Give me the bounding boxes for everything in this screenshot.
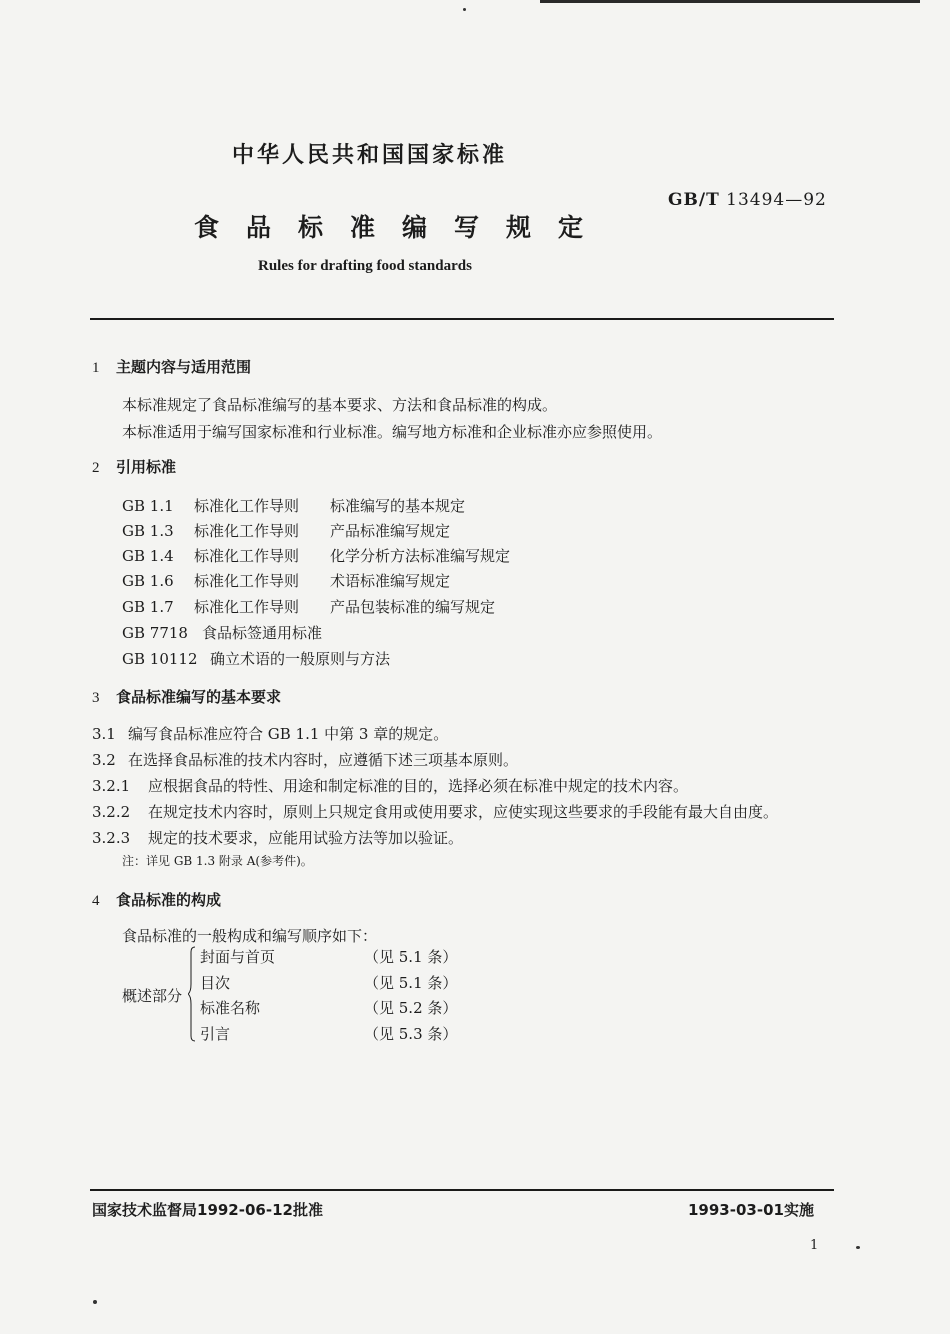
composition-group-label: 概述部分 [122,987,183,1005]
clause: 3.1 编写食品标准应符合 GB 1.1 中第 3 章的规定。 [92,725,449,743]
reference-item: GB 1.6 标准化工作导则 术语标准编写规定 [122,572,451,590]
standard-number [668,190,827,210]
composition-intro: 食品标准的一般构成和编写顺序如下： [122,927,378,945]
reference-item: GB 1.4 标准化工作导则 化学分析方法标准编写规定 [122,547,511,565]
clause-note: 注：详见 GB 1.3 附录 A(参考件)。 [122,854,313,868]
reference-item: GB 10112 确立术语的一般原则与方法 [122,650,391,668]
section-heading-1: 1 主题内容与适用范围 [92,358,252,376]
clause: 3.2.1 应根据食品的特性、用途和制定标准的目的，选择必须在标准中规定的技术内容。 [92,777,689,795]
section-heading-3: 3 食品标准编写的基本要求 [92,688,282,706]
clause: 3.2.2 在规定技术内容时，原则上只规定食用或使用要求，应使实现这些要求的手段能有最大自由度。 [92,803,779,821]
reference-item: GB 7718 食品标签通用标准 [122,624,323,642]
header-divider [90,318,834,320]
approval-info: 国家技术监督局1992-06-12批准 [92,1201,323,1219]
composition-item-ref: （见 5.2 条） [364,999,458,1017]
scan-edge-line [540,0,920,3]
reference-item: GB 1.1 标准化工作导则 标准编写的基本规定 [122,497,466,515]
reference-item: GB 1.7 标准化工作导则 产品包装标准的编写规定 [122,598,496,616]
scan-speck [463,8,466,11]
composition-item-label: 标准名称 [200,999,261,1017]
page-number: 1 [810,1238,819,1253]
composition-item-label: 封面与首页 [200,948,276,966]
composition-item-label: 引言 [200,1025,231,1043]
composition-item-label: 目次 [200,974,231,992]
national-standard-label: 中华人民共和国国家标准 [232,143,508,168]
composition-item-ref: （见 5.1 条） [364,974,458,992]
english-title: Rules for drafting food standards [258,258,472,274]
scan-speck [93,1300,97,1304]
implementation-date: 1993-03-01实施 [688,1201,814,1219]
scan-speck [856,1246,860,1249]
paragraph: 本标准适用于编写国家标准和行业标准。编写地方标准和企业标准亦应参照使用。 [122,423,663,441]
footer-divider [90,1189,834,1191]
section-heading-2: 2 引用标准 [92,458,177,476]
clause: 3.2.3 规定的技术要求，应能用试验方法等加以验证。 [92,829,464,847]
clause: 3.2 在选择食品标准的技术内容时，应遵循下述三项基本原则。 [92,751,519,769]
composition-item-ref: （见 5.3 条） [364,1025,458,1043]
standard-number-value: 13494—92 [726,190,827,210]
brace-symbol [188,946,196,1042]
standard-number-prefix: GB/T [668,190,720,210]
section-heading-4: 4 食品标准的构成 [92,891,222,909]
document-title: 食品标准编写规定 [194,213,611,242]
paragraph: 本标准规定了食品标准编写的基本要求、方法和食品标准的构成。 [122,396,558,414]
reference-item: GB 1.3 标准化工作导则 产品标准编写规定 [122,522,451,540]
composition-item-ref: （见 5.1 条） [364,948,458,966]
